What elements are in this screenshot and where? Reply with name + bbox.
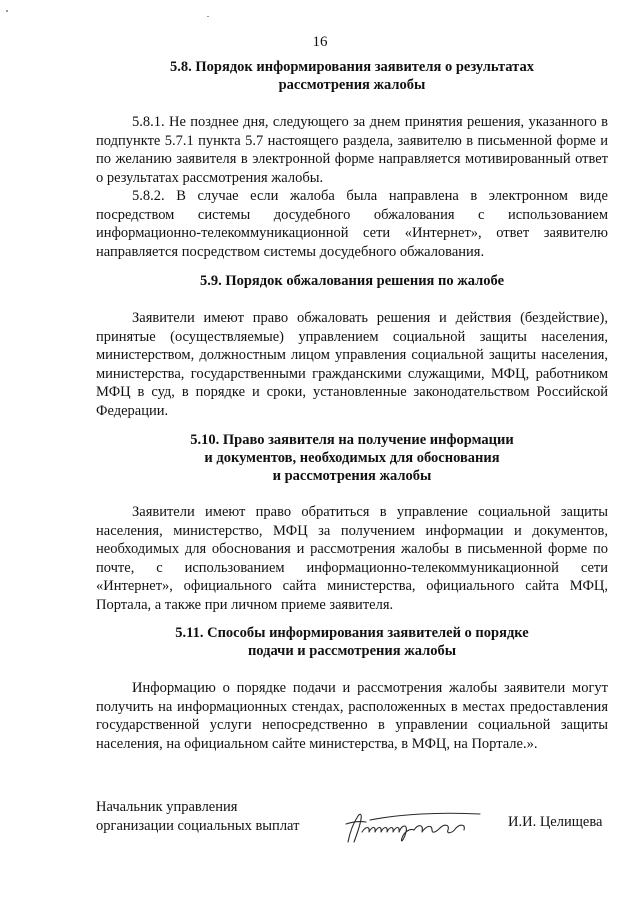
section-5-9-title xyxy=(96,272,608,290)
paragraph-5-8-1: 5.8.1. Не позднее дня, следующего за днем принятия решения, указанного в подпункте 5.7.1 пункта 5.7 настоящего раздела, заявителю в письменной форме и по желанию заявителя в электронной форме направляется мотивированный ответ о результатах рассмотрения жалобы. xyxy=(96,114,608,186)
title-line: подачи и рассмотрения жалобы xyxy=(247,643,457,659)
title-line: 5.8. Порядок информирования заявителя о результатах xyxy=(170,59,534,75)
section-5-11-title xyxy=(96,624,608,660)
handwritten-signature xyxy=(340,802,490,848)
title-line: 5.10. Право заявителя на получение информации xyxy=(190,432,514,448)
signatory-name: И.И. Целищева xyxy=(508,814,603,830)
position-line: Начальник управления xyxy=(96,799,238,815)
signatory-position xyxy=(96,798,299,836)
scan-speck xyxy=(207,16,209,17)
title-line: и рассмотрения жалобы xyxy=(272,468,432,484)
paragraph-5-10: Заявители имеют право обратиться в управление социальной защиты населения, министерство, МФЦ за получением информации и документов, необходимых для обоснования и рассмотрения жалобы в письменной форме по почте, с использованием информационно-телекоммуникационной сети «Интернет», официального сайта министерства, официального сайта МФЦ, Портала, а также при личном приеме заявителя. xyxy=(96,504,608,613)
paragraph-5-9: Заявители имеют право обжаловать решения и действия (бездействие), принятые (осуществляемые) управлением социальной защиты населения, министерством, должностным лицом управления социальной защиты населения, министерства, государственными гражданскими служащими, МФЦ, работником МФЦ в суд, в порядке и сроки, установленные законодательством Российской Федерации. xyxy=(96,310,608,419)
section-5-10-title xyxy=(96,431,608,485)
scan-speck xyxy=(6,10,8,12)
title-line: и документов, необходимых для обоснования xyxy=(204,450,500,466)
page-number: 16 xyxy=(312,34,328,50)
title-line: 5.11. Способы информирования заявителей о порядке xyxy=(175,625,529,641)
title-line: рассмотрения жалобы xyxy=(278,77,426,93)
paragraph-5-8-2: 5.8.2. В случае если жалоба была направлена в электронном виде посредством системы досудебного обжалования с использованием информационно-телекоммуникационной сети «Интернет», ответ заявителю направляется посредством системы досудебного обжалования. xyxy=(96,188,608,260)
paragraph-5-11: Информацию о порядке подачи и рассмотрения жалобы заявители могут получить на информационных стендах, расположенных в местах предоставления государственной услуги непосредственно в управлении социальной защиты населения, на официальном сайте министерства, в МФЦ, на Портале.». xyxy=(96,680,608,752)
position-line: организации социальных выплат xyxy=(96,818,300,834)
title-line: 5.9. Порядок обжалования решения по жалобе xyxy=(199,273,505,289)
section-5-8-title xyxy=(96,58,608,94)
